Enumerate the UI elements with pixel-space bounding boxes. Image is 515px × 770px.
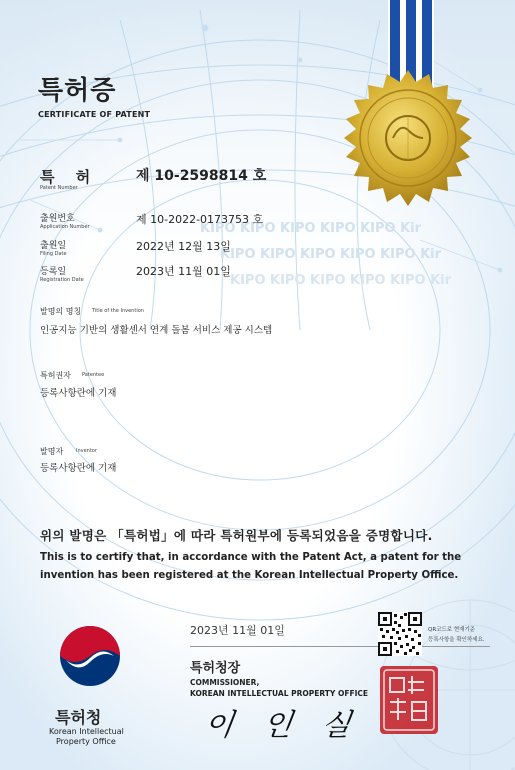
registration-date-label: 등록일: [40, 267, 67, 277]
patentee-value: 등록사항란에 기재: [40, 388, 117, 399]
signature-icon: 이 인 실: [202, 708, 363, 743]
qr-note-line-2: 등록사항을 확인하세요.: [428, 637, 485, 643]
watermark-line-3: KIPO KIPO KIPO KIPO KIPO Kir: [230, 273, 452, 288]
statement-ko: 위의 발명은 「특허법」에 따라 특허원부에 등록되었음을 증명합니다.: [40, 528, 433, 543]
registration-date-value: 2023년 11월 01일: [136, 265, 231, 278]
commissioner-title-ko: 특허청장: [190, 661, 241, 676]
qr-code-icon: [378, 612, 422, 656]
registration-date-label-en: Registration Date: [40, 277, 84, 283]
watermark-line-2: KIPO KIPO KIPO KIPO KIPO Kir: [220, 247, 442, 262]
filing-date-value: 2022년 12월 13일: [136, 240, 231, 253]
certificate-title-en: CERTIFICATE OF PATENT: [38, 110, 151, 119]
application-number-label: 출원번호: [40, 214, 75, 224]
certificate-title: 특허증: [38, 76, 117, 106]
invention-title-value: 인공지능 기반의 생활센서 연계 돌봄 서비스 제공 시스템: [40, 325, 273, 336]
patent-number-label: 특 허: [40, 168, 99, 186]
commissioner-title-en-line-2: KOREAN INTELLECTUAL PROPERTY OFFICE: [190, 689, 369, 698]
official-stamp-icon: [378, 664, 440, 736]
patentee-label: 특허권자: [40, 371, 71, 380]
office-name-en-line-2: Property Office: [56, 737, 116, 746]
office-name-ko: 특허청: [55, 708, 102, 727]
government-logo-icon: [58, 624, 122, 688]
statement-en-line-2: invention has been registered at the Korean Intellectual Property Office.: [40, 570, 459, 581]
qr-note-line-1: QR코드로 현재기준: [428, 627, 476, 633]
statement-en-line-1: This is to certify that, in accordance with the Patent Act, a patent for the: [40, 552, 462, 563]
invention-title-label: 발명의 명칭: [40, 307, 82, 316]
invention-title-label-en: Title of the Invention: [92, 308, 144, 314]
application-number-value: 제 10-2022-0173753 호: [136, 213, 264, 226]
inventor-value: 등록사항란에 기재: [40, 463, 117, 474]
inventor-label: 발명자: [40, 447, 64, 456]
application-number-label-en: Application Number: [40, 224, 90, 230]
commissioner-title-en-line-1: COMMISSIONER,: [190, 678, 260, 687]
inventor-label-en: Inventor: [76, 448, 97, 454]
filing-date-label: 출원일: [40, 241, 67, 251]
filing-date-label-en: Filing Date: [40, 251, 67, 257]
watermark-line-1: KIPO KIPO KIPO KIPO KIPO Kir: [200, 221, 422, 236]
patentee-label-en: Patentee: [82, 372, 105, 378]
patent-number-value: 제 10-2598814 호: [136, 168, 267, 184]
issue-date: 2023년 11월 01일: [190, 624, 285, 637]
patent-number-label-en: Patent Number: [40, 185, 78, 191]
office-name-en-line-1: Korean Intellectual: [49, 727, 124, 736]
signature-divider: [190, 646, 490, 647]
gold-seal-icon: [338, 68, 478, 208]
